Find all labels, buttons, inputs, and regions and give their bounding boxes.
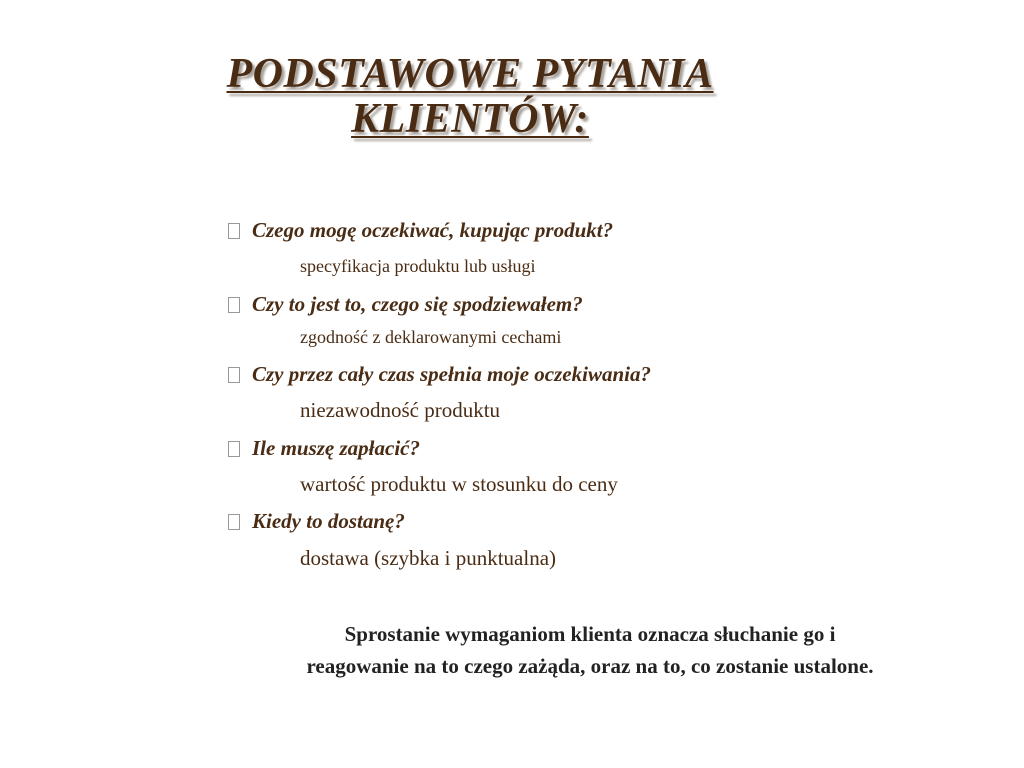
question-item <box>228 509 405 534</box>
question-text: Czy przez cały czas spełnia moje oczekiwania? <box>252 362 651 386</box>
slide-title <box>200 52 1024 142</box>
question-text: Kiedy to dostanę? <box>252 509 405 533</box>
question-text: Czy to jest to, czego się spodziewałem? <box>252 292 583 316</box>
question-item <box>228 436 420 461</box>
question-item <box>228 292 583 317</box>
footer-line-1: Sprostanie wymaganiom klienta oznacza słuchanie go i <box>344 622 836 646</box>
answer-text: niezawodność produktu <box>300 398 501 422</box>
empty-box-bullet-icon <box>228 367 240 383</box>
answer-text: dostawa (szybka i punktualna) <box>300 546 557 570</box>
question-text: Ile muszę zapłacić? <box>252 436 420 460</box>
answer-text: specyfikacja produktu lub usługi <box>300 256 536 276</box>
empty-box-bullet-icon <box>228 297 240 313</box>
empty-box-bullet-icon <box>228 514 240 530</box>
answer-text: zgodność z deklarowanymi cechami <box>300 327 562 347</box>
footer-statement <box>200 618 980 682</box>
title-line-2: KLIENTÓW: <box>351 96 589 142</box>
answer-text: wartość produktu w stosunku do ceny <box>300 472 618 496</box>
question-text: Czego mogę oczekiwać, kupując produkt? <box>252 218 614 242</box>
empty-box-bullet-icon <box>228 223 240 239</box>
question-item <box>228 362 651 387</box>
title-line-1: PODSTAWOWE PYTANIA <box>226 51 714 97</box>
question-item <box>228 218 613 243</box>
footer-line-2: reagowanie na to czego zażąda, oraz na to, co zostanie ustalone. <box>306 654 874 678</box>
empty-box-bullet-icon <box>228 441 240 457</box>
